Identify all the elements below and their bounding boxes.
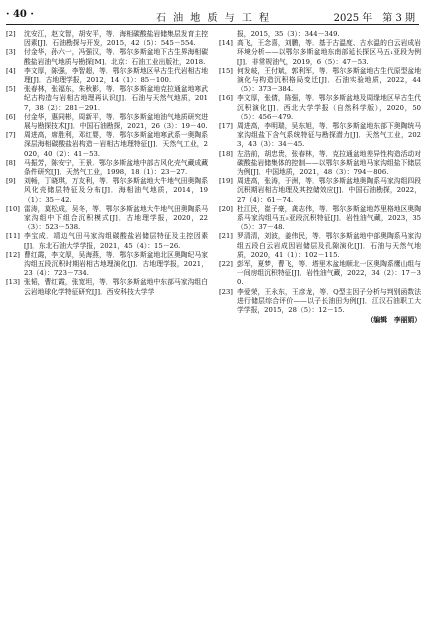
reference-text: 李宝成．靖边气田马家沟组碳酸盐岩储层特征及主控因素[J]．东北石油大学学报，2021，45（4）：15－26. [24,232,208,250]
reference-item [219,177,421,205]
reference-text: 张春林，张福东，朱秋影，等．鄂尔多斯盆地克拉通盆地寒武纪古构造与岩相古地理再认识[J]．石油与天然气地质，2017，38（2）：281－291. [24,85,208,112]
reference-number: [21] [219,232,233,241]
reference-item [219,39,421,67]
reference-item [6,251,208,279]
reference-number: [23] [219,287,233,296]
reference-item [6,48,208,66]
reference-text: 彭军，夏梦，曹飞，等．塔里木盆地顺北一区奥陶系鹰山组与一间房组沉积特征[J]．岩性油气藏，2022，34（2）：17－30. [237,260,421,287]
reference-number: [9] [6,177,16,186]
page-header [0,0,427,24]
reference-text: 马振芳，陈安宁，王景．鄂尔多斯盆地中部古风化壳气藏成藏条件研究[J]．天然气工业，1998，18（1）：23－27. [24,158,208,177]
reference-continuation: 报，2015，35（3）：344－349. [237,30,340,38]
reference-item [219,94,421,122]
reference-number: [13] [6,278,20,287]
reference-number: [18] [219,149,233,158]
reference-number: [16] [219,94,233,103]
header-rule [6,24,419,25]
reference-text: 周进高，李明瑞，吴东旭，等．鄂尔多斯盆地东部下奥陶统马家沟组盐下含气系统特征与勘探潜力[J]．天然气工业，2023，43（3）：34－45. [237,122,421,149]
reference-number: [4] [6,66,16,75]
reference-number: [14] [219,39,233,48]
reference-number: [7] [6,131,16,140]
issue-label: 2025 年 第 3 期 [333,13,415,24]
reference-text: 何发岐，王付斌，郭利军，等．鄂尔多斯盆地古生代原型盆地演化与构造沉积格局变迁[J]．石油实验地质，2022，44（5）：373－384. [237,66,421,94]
reference-number: [12] [6,250,20,259]
reference-text: 杜江民，崔子豪，龚志伟，等．鄂尔多斯盆地苏里格地区奥陶系马家沟组马五₅亚段沉积特征[J]．岩性油气藏，2023，35（5）：37－48. [237,204,421,232]
reference-number: [19] [219,177,233,186]
reference-number: [6] [6,112,16,121]
reference-text: 刘畅，丁晓琪，万友利，等．鄂尔多斯盆地大牛地气田奥陶系风化壳储层特征及分布[J]．海相油气地质，2014，19（1）：35－42. [24,177,208,204]
reference-item [6,131,208,159]
reference-text: 沈安江，赵文智，胡安平，等．海相碳酸盐岩储集层发育主控因素[J]．石油勘探与开发，2015，42（5）：545－554. [24,30,208,48]
reference-number: [3] [6,48,16,57]
reference-item [219,232,421,260]
reference-item [6,205,208,233]
editor-note: （编辑 李丽娟） [366,316,421,325]
reference-number: [15] [219,66,233,75]
reference-item [6,159,208,177]
reference-text: 张韬，曹红霞，张宽坦，等．鄂尔多斯盆地中东部马家沟组白云岩地球化学特征研究[J]．西安科技大学学 [24,278,208,296]
reference-item [6,30,208,48]
reference-number: [2] [6,30,16,38]
right-reference-list [219,39,421,315]
reference-number: [11] [6,232,20,241]
reference-text: 雷涛，莫松成，吴冬，等．鄂尔多斯盆地大牛地气田奥陶系马家沟组中下组合沉积模式[J]．古地理学报，2020，22（3）：523－538. [24,204,208,232]
reference-item [6,278,208,296]
reference-number: [8] [6,158,16,167]
reference-text: 周进高，席胜利，邓红婴，等．鄂尔多斯盆地寒武系一奥陶系深层海相碳酸盐岩构造－岩相古地理特征[J]．天然气工业，2020，40（2）：41－53. [24,131,208,158]
reference-item [6,67,208,85]
reference-item [6,85,208,113]
reference-item [219,260,421,288]
reference-text: 李爱荣，王永东，王彦龙，等．Q型主因子分析与判别函数法进行储层综合评价——以子长油田为例[J]．江汉石油职工大学学报，2015，28（5）：12－15. [237,287,421,315]
reference-text: 李文厚，张倩，陈强，等．鄂尔多斯盆地及周缘地区早古生代沉积演化[J]．西北大学学报（自然科学版），2020，50（5）：456－479. [237,94,421,121]
reference-text: 付金华，孙六一，冯强汉，等．鄂尔多斯盆地下古生界海相碳酸盐岩油气地质与勘探[M]．北京：石油工业出版社，2018. [24,48,208,66]
reference-text: 付金华，惠同彬，周新平，等．鄂尔多斯盆地油气地质研究进展与勘探技术[J]．中国石油勘探，2021，26（3）：19－40. [24,112,208,131]
reference-item [6,177,208,205]
left-reference-column [6,30,208,622]
reference-text: 李文厚，陈强，李智超，等．鄂尔多斯地区早古生代岩相古地理[J]．古地理学报，2012，14（1）：85－100. [24,66,208,85]
reference-item [6,232,208,250]
right-reference-column [219,30,421,622]
reference-number: [10] [6,204,20,213]
reference-text: 曹红霞，李文厚，吴海燕，等．鄂尔多斯盆地北区奥陶纪马家沟组五段沉积时期岩相古地理演化[J]．古地理学报，2021，23（4）：723－734. [24,250,208,278]
reference-text: 左浩前，胡忠贵，张春林，等．克拉通盆地差异性构造活动对碳酸盐岩储集体的控制——以鄂尔多斯盆地马家沟组盐下储层为例[J]．中国地质，2021，48（3）：794－806. [237,149,421,177]
reference-text: 周进高，张涛，于洲，等．鄂尔多斯盆地奥陶系马家沟组四段沉积期岩相古地理及其控储效应[J]．中国石油勘探，2022，27（4）：61－74. [237,177,421,204]
journal-title: 石 油 地 质 与 工 程 [155,13,272,24]
reference-item [6,113,208,131]
reference-item [219,150,421,178]
reference-number: [20] [219,204,233,213]
page-number: · 40 · [6,9,34,20]
reference-item [219,67,421,95]
reference-number: [22] [219,260,233,269]
reference-text: 高飞，王念喜，刘鹏，等．基于古温度、古水温的白云岩成岩环境分析——以鄂尔多斯盆地东南部延长探区马五₁亚段为例[J]．非常规油气，2019，6（5）：47－53. [237,39,421,66]
reference-item [219,205,421,233]
reference-item [219,288,421,316]
reference-item [219,122,421,150]
reference-number: [5] [6,85,16,94]
reference-text: 罗清清，刘波，姜伟民，等．鄂尔多斯盆地中部奥陶系马家沟组五段白云岩成因岩储层及孔隙演化[J]．石油与天然气地质，2020，41（1）：102－115. [237,232,421,259]
reference-number: [17] [219,122,233,131]
